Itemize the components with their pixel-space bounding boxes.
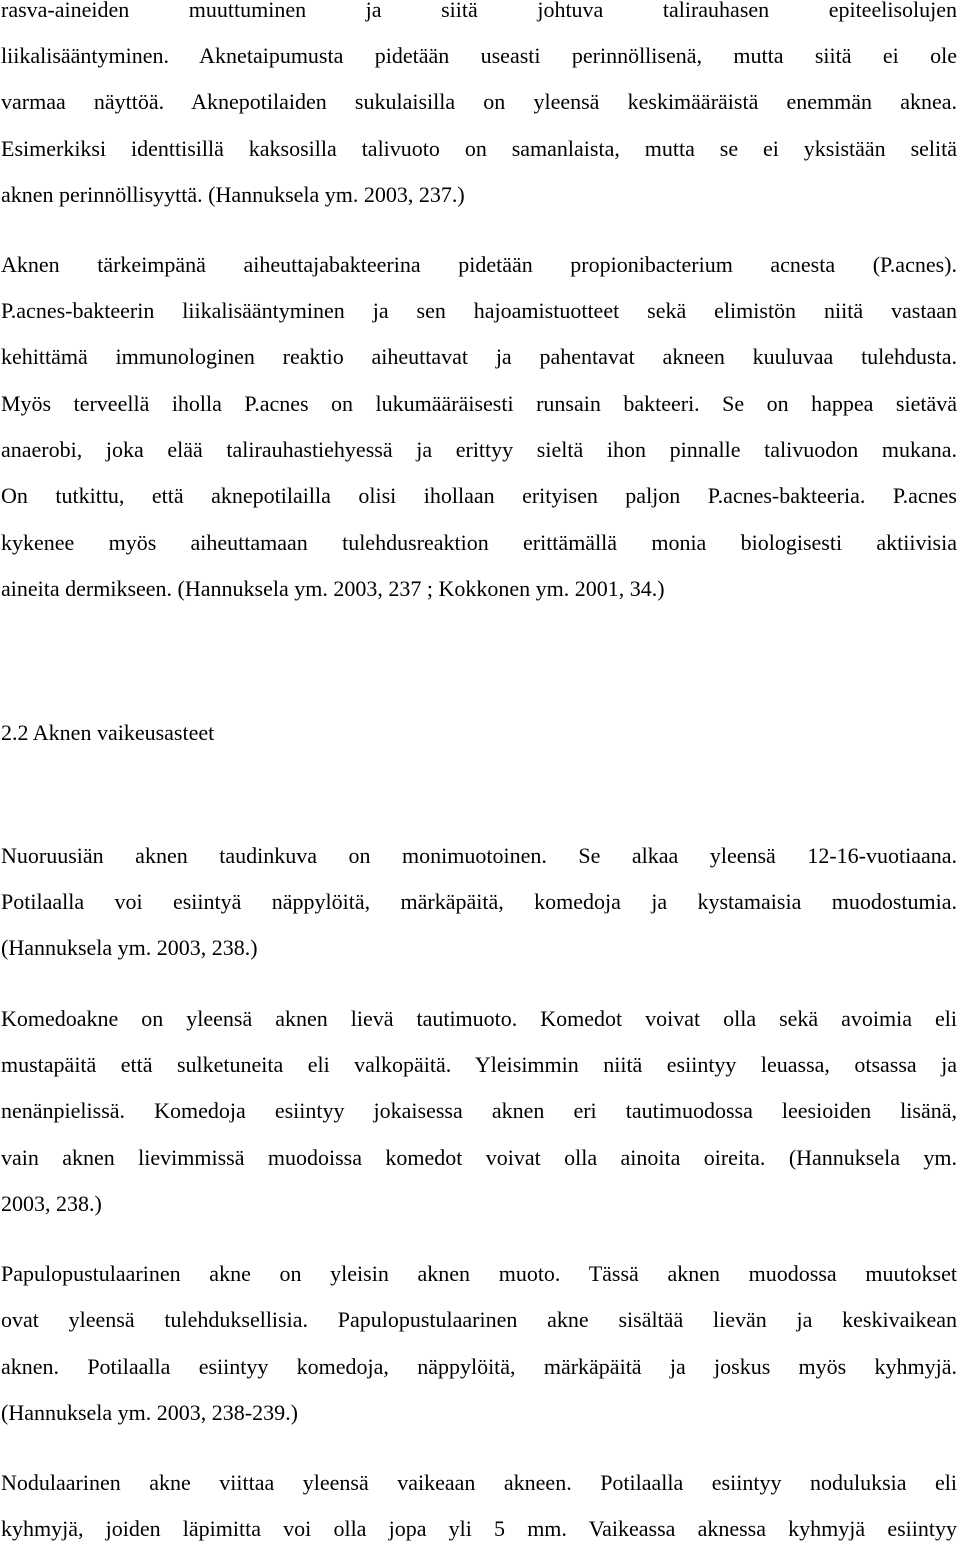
text-line: rasva-aineiden muuttuminen ja siitä johtuva talirauhasen epiteelisolujen [1, 0, 957, 22]
text-line: mustapäitä että sulketuneita eli valkopäitä. Yleisimmin niitä esiintyy leuassa, otsassa ja [1, 1052, 957, 1077]
text-line: varmaa näyttöä. Aknepotilaiden sukulaisilla on yleensä keskimääräistä enemmän aknea. [1, 89, 957, 114]
text-line: Potilaalla voi esiintyä näppylöitä, märkäpäitä, komedoja ja kystamaisia muodostumia. [1, 889, 957, 914]
text-line: anaerobi, joka elää talirauhastiehyessä ja erittyy sieltä ihon pinnalle talivuodon mukana. [1, 437, 957, 462]
text-line: Myös terveellä iholla P.acnes on lukumääräisesti runsain bakteeri. Se on happea sietävä [1, 391, 957, 416]
text-line: kehittämä immunologinen reaktio aiheuttavat ja pahentavat akneen kuuluvaa tulehdusta. [1, 344, 957, 369]
text-line: (Hannuksela ym. 2003, 238.) [1, 935, 258, 960]
text-line: Komedoakne on yleensä aknen lievä tautimuoto. Komedot voivat olla sekä avoimia eli [1, 1006, 957, 1031]
text-line: 2003, 238.) [1, 1191, 102, 1216]
text-line: aineita dermikseen. (Hannuksela ym. 2003, 237 ; Kokkonen ym. 2001, 34.) [1, 576, 665, 601]
text-line: kyhmyjä, joiden läpimitta voi olla jopa yli 5 mm. Vaikeassa aknessa kyhmyjä esiintyy [1, 1516, 957, 1541]
text-line: kykenee myös aiheuttamaan tulehdusreaktion erittämällä monia biologisesti aktiivisia [1, 530, 957, 555]
text-line: vain aknen lievimmissä muodoissa komedot voivat olla ainoita oireita. (Hannuksela ym. [1, 1145, 957, 1170]
text-line: (Hannuksela ym. 2003, 238-239.) [1, 1400, 298, 1425]
text-line: On tutkittu, että aknepotilailla olisi ihollaan erityisen paljon P.acnes-bakteeria. P.acnes [1, 483, 957, 508]
text-line: aknen. Potilaalla esiintyy komedoja, näppylöitä, märkäpäitä ja joskus myös kyhmyjä. [1, 1354, 957, 1379]
text-line: Nodulaarinen akne viittaa yleensä vaikeaan akneen. Potilaalla esiintyy noduluksia eli [1, 1470, 957, 1495]
text-line: aknen perinnöllisyyttä. (Hannuksela ym. 2003, 237.) [1, 182, 465, 207]
text-line: Papulopustulaarinen akne on yleisin aknen muoto. Tässä aknen muodossa muutokset [1, 1261, 957, 1286]
text-line: Esimerkiksi identtisillä kaksosilla talivuoto on samanlaista, mutta se ei yksistään selitä [1, 136, 957, 161]
text-line: ovat yleensä tulehduksellisia. Papulopustulaarinen akne sisältää lievän ja keskivaikean [1, 1307, 957, 1332]
text-line: nenänpielissä. Komedoja esiintyy jokaisessa aknen eri tautimuodossa leesioiden lisänä, [1, 1098, 957, 1123]
section-heading: 2.2 Aknen vaikeusasteet [1, 720, 215, 745]
text-line: Nuoruusiän aknen taudinkuva on monimuotoinen. Se alkaa yleensä 12-16-vuotiaana. [1, 843, 957, 868]
text-line: P.acnes-bakteerin liikalisääntyminen ja sen hajoamistuotteet sekä elimistön niitä vastaan [1, 298, 957, 323]
text-line: Aknen tärkeimpänä aiheuttajabakteerina pidetään propionibacterium acnesta (P.acnes). [1, 252, 957, 277]
text-line: liikalisääntyminen. Aknetaipumusta pidetään useasti perinnöllisenä, mutta siitä ei ole [1, 43, 957, 68]
